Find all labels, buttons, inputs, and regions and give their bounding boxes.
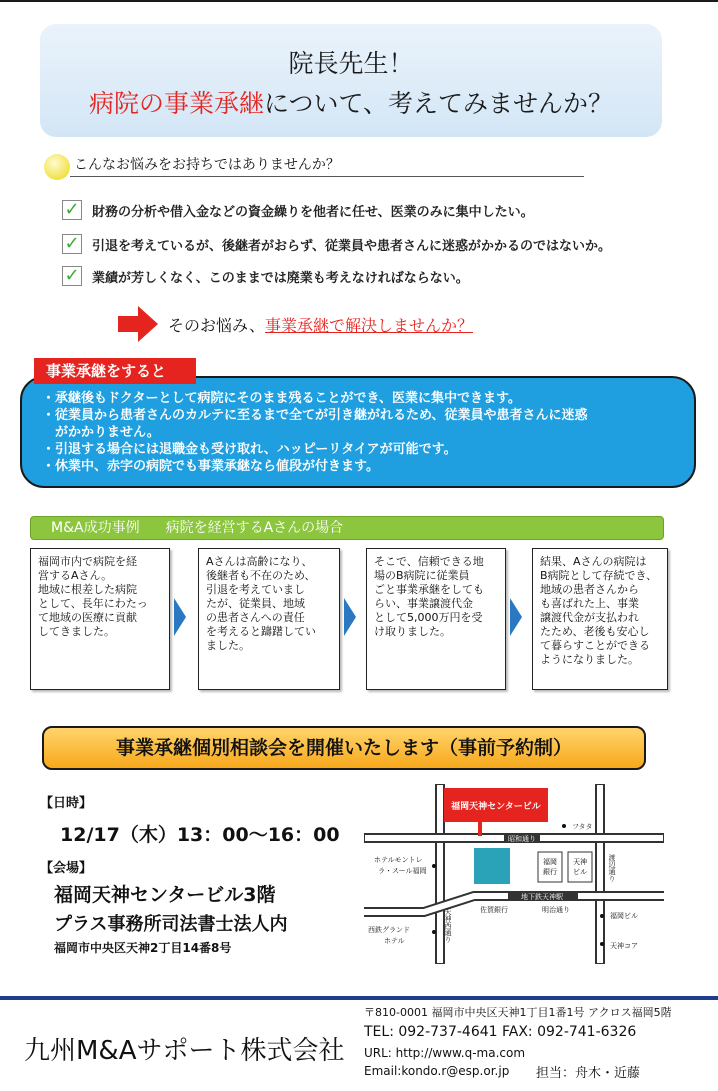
solution-text: [168, 313, 473, 336]
worry-text: 業績が芳しくなく、このままでは廃業も考えなければならない。: [92, 271, 469, 286]
benefit-item: がかかりません。: [42, 425, 160, 440]
worries-heading: こんなお悩みをお持ちではありませんか？: [74, 157, 340, 173]
map-label-meiji: 明治通り: [542, 906, 570, 914]
map-label-showa: 昭和通り: [508, 835, 536, 843]
step-line: 福岡市内で病院を経: [38, 555, 137, 568]
benefit-item: ・休業中、赤字の病院でも事業承継なら値段が付きます。: [42, 459, 379, 474]
step-line: B病院として存続でき、: [540, 569, 658, 582]
map-label-hotel-1: ホテルモントレ: [374, 856, 423, 864]
benefits-tab: 事業承継をすると: [34, 358, 196, 384]
footer-staff: 担当：舟木・近藤: [536, 1066, 641, 1081]
map-label-subway: 地下鉄天神駅: [521, 893, 563, 901]
case-label: M&A成功事例: [51, 520, 140, 536]
step-line: らい、事業譲渡代金: [374, 597, 473, 610]
venue-building: 福岡天神センタービル3階: [54, 884, 276, 906]
title-box: [40, 24, 662, 137]
title-line1: 院長先生！: [288, 49, 414, 78]
benefits-box: [20, 376, 696, 488]
map-road-tenjin-nishi: [436, 784, 444, 964]
worry-text: 財務の分析や借入金などの資金繰りを他者に任せ、医業のみに集中したい。: [92, 205, 534, 220]
map-label-bank-1: 福岡: [543, 858, 557, 866]
map-block-bank: [538, 852, 562, 882]
step-line: 後継者も不在のため、: [206, 569, 316, 582]
map-target-label: 福岡天神センタービル: [451, 802, 541, 812]
map-label-saga: 佐賀銀行: [480, 906, 508, 914]
step-line: 譲渡代金が支払われ: [540, 611, 639, 624]
case-study-bar: [30, 516, 664, 540]
title-highlight: 病院の事業承継: [88, 89, 264, 118]
footer-tel-fax: TEL: 092-737-4641 FAX: 092-741-6326: [364, 1024, 637, 1040]
bullet-dot-icon: [44, 154, 70, 180]
venue-label: 【会場】: [40, 861, 93, 876]
map-label-tenjin-nishi: 天神西通り: [444, 908, 452, 943]
access-map: [364, 784, 664, 964]
title-line2: [40, 84, 662, 120]
case-step-4: [532, 548, 668, 690]
step-line: て地域の医療に貢献: [38, 611, 137, 624]
seminar-date: 12/17（木）13：00〜16：00: [60, 824, 340, 846]
checkmark-icon: ✓: [62, 234, 82, 254]
step-line: 場のB病院に従業員: [374, 569, 470, 582]
map-label-watanabe: 渡辺通り: [608, 854, 616, 882]
venue-address: 福岡市中央区天神2丁目14番8号: [54, 941, 232, 955]
benefit-item: ・承継後もドクターとして病院にそのまま残ることができ、医業に集中できます。: [42, 391, 521, 406]
step-line: 地域に根差した病院: [38, 583, 137, 596]
footer-rule: [0, 996, 718, 1000]
seminar-banner: 事業承継個別相談会を開催いたします（事前予約制）: [42, 726, 646, 770]
step-line: を考えると躊躇してい: [206, 625, 316, 638]
red-arrow-icon: [118, 306, 158, 342]
map-label-bank-2: 銀行: [543, 868, 557, 876]
solution-highlight: 事業承継で解決しませんか？: [264, 316, 473, 335]
case-step-1: [30, 548, 170, 690]
benefit-item: ・引退する場合には退職金も受け取れ、ハッピーリタイアが可能です。: [42, 442, 457, 457]
footer-address: 〒810-0001 福岡市中央区天神1丁目1番1号 アクロス福岡5階: [364, 1006, 672, 1019]
top-rule: [0, 0, 718, 2]
map-label-futaba: フタタ: [572, 823, 593, 831]
step-line: 結果、Aさんの病院は: [540, 555, 647, 568]
map-label-fukuoka-bldg: 福岡ビル: [610, 912, 638, 920]
case-subtitle: 病院を経営するAさんの場合: [165, 520, 344, 536]
step-arrow-icon: [344, 598, 356, 636]
map-label-nishitetsu-1: 西鉄グランド: [368, 926, 410, 934]
step-line: として5,000万円を受: [374, 611, 483, 624]
step-line: ました。: [206, 639, 250, 652]
map-label-hotel-2: ラ・スール福岡: [378, 867, 427, 875]
map-target-building: [474, 848, 510, 884]
step-line: たが、従業員、地域: [206, 597, 305, 610]
case-step-3: [366, 548, 506, 690]
step-line: ごと事業承継をしても: [374, 583, 484, 596]
date-label: 【日時】: [40, 796, 93, 811]
step-line: 営するAさん。: [38, 569, 113, 582]
worry-text: 引退を考えているが、後継者がおらず、従業員や患者さんに迷惑がかかるのではないか。: [92, 239, 611, 254]
step-line: 地域の患者さんから: [540, 583, 639, 596]
step-line: ようになりました。: [540, 653, 639, 666]
benefit-item: ・従業員から患者さんのカルテに至るまで全てが引き継がれるため、従業員や患者さんに迷惑: [42, 408, 588, 423]
step-line: て暮らすことができる: [540, 639, 650, 652]
step-line: Aさんは高齢になり、: [206, 555, 313, 568]
map-block-tenjin-bldg: [568, 852, 592, 882]
map-road-watanabe: [596, 784, 604, 964]
step-line: の患者さんへの責任: [206, 611, 305, 624]
company-name: 九州M&Aサポート株式会社: [24, 1036, 345, 1066]
map-label-tenjin-core: 天神コア: [610, 942, 638, 950]
solution-prefix: そのお悩み、: [168, 316, 265, 335]
map-label-tenjin-bldg-1: 天神: [573, 858, 587, 866]
step-line: も喜ばれた上、事業: [540, 597, 639, 610]
map-label-tenjin-bldg-2: ビル: [573, 868, 587, 876]
step-line: け取りました。: [374, 625, 451, 638]
map-label-nishitetsu-2: ホテル: [384, 937, 405, 945]
step-line: してきました。: [38, 625, 115, 638]
footer-email[interactable]: Email:kondo.r@esp.or.jp: [364, 1064, 510, 1078]
footer-url[interactable]: URL: http://www.q-ma.com: [364, 1046, 526, 1060]
step-line: 引退を考えていまし: [206, 583, 305, 596]
venue-office: プラス事務所司法書士法人内: [54, 914, 288, 935]
step-arrow-icon: [510, 598, 522, 636]
step-line: として、長年にわたっ: [38, 597, 148, 610]
title-rest: について、考えてみませんか？: [264, 89, 614, 118]
step-line: たため、老後も安心し: [540, 625, 650, 638]
step-line: そこで、信頼できる地: [374, 555, 484, 568]
worries-underline: [70, 176, 584, 177]
case-step-2: [198, 548, 340, 690]
step-arrow-icon: [174, 598, 186, 636]
checkmark-icon: ✓: [62, 266, 82, 286]
checkmark-icon: ✓: [62, 200, 82, 220]
